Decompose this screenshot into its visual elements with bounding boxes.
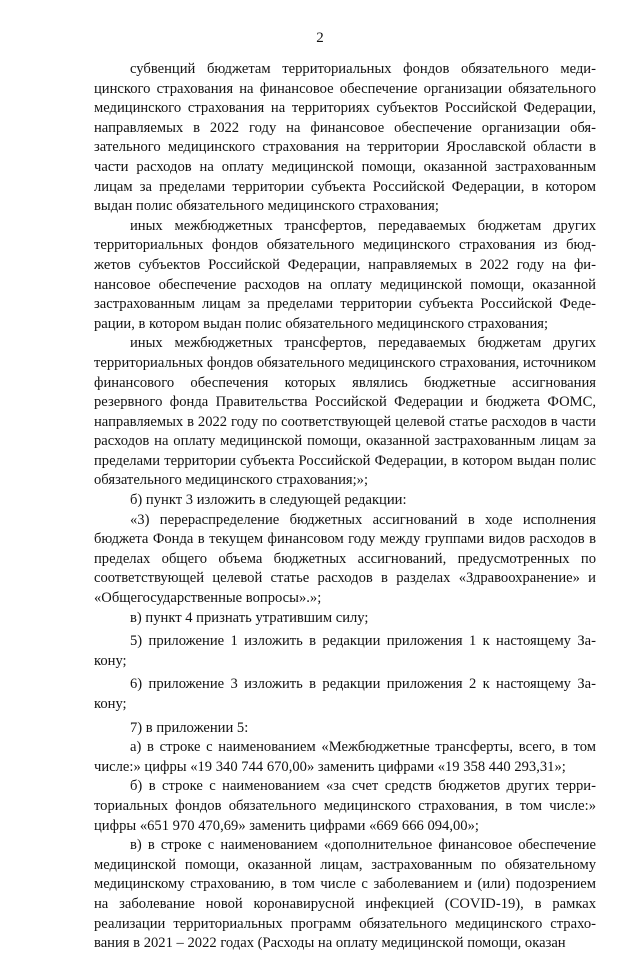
paragraph-item-7a: а) в строке с наименованием «Межбюджетные трансферты, всего, в том числе:» цифры «19 340 744 670,00» заменить цифрами «19 358 440 293,31»; bbox=[94, 739, 596, 775]
paragraph-interbudget-transfers-2: иных межбюджетных трансфертов, передаваемых бюджетам других территориальных фондов обязательного медицинского страхования, источником финансового обеспечения которых являлись бюджетные ассигнования резервного фонда Правительства Российской Федерации и бюджета ФОМС, направляемых в 2022 году по соответствующей целевой статье расходов в части расходов на оплату медицинской помощи, оказанной застрахованным лицам за пределами территории субъекта Российской Федерации, в котором выдан полис обязательного медицинского страхования;»; bbox=[94, 335, 596, 489]
paragraph-item-7b: б) в строке с наименованием «за счет средств бюджетов других территориальных фондов обязательного медицинского страхования, в том числе:» цифры «651 970 470,69» заменить цифрами «669 666 094,00»; bbox=[94, 778, 596, 834]
paragraph-item-3-text: «3) перераспределение бюджетных ассигнований в ходе исполнения бюджета Фонда в текущем финансовом году между группами видов расходов в пределах общего объема бюджетных ассигнований, предусмотренных по соответствующей целевой статье расходов в разделах «Здравоохранение» и «Общегосударственные вопросы».»; bbox=[94, 511, 596, 607]
paragraph-item-5: 5) приложение 1 изложить в редакции приложения 1 к настоящему Закону; bbox=[94, 633, 596, 669]
paragraph-item-7: 7) в приложении 5: bbox=[130, 719, 249, 736]
paragraph-interbudget-transfers-1: иных межбюджетных трансфертов, передаваемых бюджетам других территориальных фондов обязательного медицинского страхования из бюджетов субъектов Российской Федерации, направляемых в 2022 году на финансовое обеспечение расходов на оплату медицинской помощи, оказанной застрахованным лицам за пределами территории субъекта Российской Федерации, в котором выдан полис обязательного медицинского страхования; bbox=[94, 217, 596, 332]
page-number: 2 bbox=[316, 30, 324, 46]
paragraph-item-b: б) пункт 3 изложить в следующей редакции: bbox=[130, 492, 407, 509]
document-body bbox=[94, 60, 596, 954]
paragraph-item-v: в) пункт 4 признать утратившим силу; bbox=[130, 609, 369, 626]
paragraph-item-7v: в) в строке с наименованием «дополнительное финансовое обеспечение медицинской помощи, оказанной лицам, застрахованным по обязательному медицинскому страхованию, в том числе с заболеванием и (или) подозрением на заболевание новой коронавирусной инфекцией (COVID-19), в рамках реализации территориальных программ обязательного медицинского страхования в 2021 – 2022 годах (Расходы на оплату медицинской помощи, оказан bbox=[94, 837, 596, 952]
paragraph-subventions: субвенций бюджетам территориальных фондов обязательного медицинского страхования на финансовое обеспечение организации обязательного медицинского страхования на территориях субъектов Российской Федерации, направляемых в 2022 году на финансовое обеспечение организации обязательного медицинского страхования на территории Ярославской области в части расходов на оплату медицинской помощи, оказанной застрахованным лицам за пределами территории субъекта Российской Федерации, в котором выдан полис обязательного медицинского страхования; bbox=[94, 61, 596, 215]
paragraph-item-6: 6) приложение 3 изложить в редакции приложения 2 к настоящему Закону; bbox=[94, 676, 596, 712]
